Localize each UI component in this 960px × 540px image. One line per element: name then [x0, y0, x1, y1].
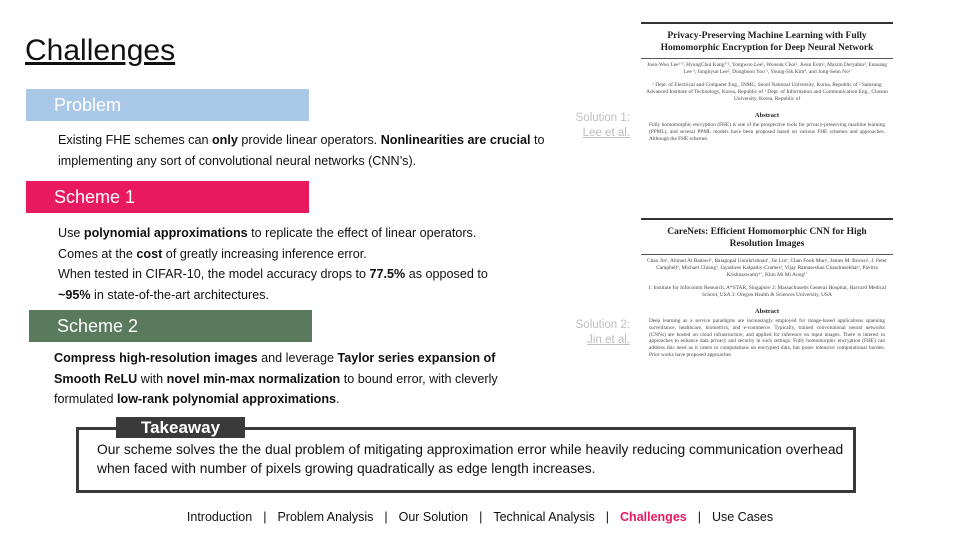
nav-separator: | — [263, 510, 267, 524]
nav-separator: | — [479, 510, 483, 524]
nav-separator: | — [384, 510, 388, 524]
bottom-navigation — [0, 510, 960, 524]
solution-1-link[interactable]: Lee et al. — [582, 127, 630, 139]
problem-text: Existing FHE schemes can only provide linear operators. Nonlinearities are crucial to implementing any sort of convolutional neural networks (CNN’s). — [58, 133, 545, 168]
paper-1-abstract: Fully homomorphic encryption (FHE) is one of the prospective tools for privacy-preserving machine learning (PPML), and several PPML models have been proposed based on various FHE schemes and approaches. Although the FHE schemes — [649, 122, 885, 142]
paper-2-abstract: Deep learning as a service paradigms are increasingly employed for image-based applications spanning surveillance, healthcare, biometrics, and e-commerce. Typically, trained convolutional neural networks (CNNs) are hosted on cloud infrastructure, and applied for inference on input images. There is interest in approaches to enhance data privacy and security in such settings. Fully homomorphic encryption (FHE) can address this need as it caters to computations on encrypted data, but poses intensive computational burden. Prior works have proposed approaches — [649, 318, 885, 358]
paper-lee-screenshot — [641, 22, 893, 220]
paper-1-authors: Joon-Woo Lee¹ʼ², HyungChul Kang¹ʼ², Yongwoo Lee², Woosuk Choi², Jieun Eom², Maxim Deryabin², Eunsang Lee ³, Junghyun Lee², Donghoon Yoo ², Young-Sik Kim⁴, and Jong-Seon No¹ — [647, 62, 887, 75]
solution-1-caption: Solution 1: — [575, 112, 630, 124]
paper-1-title: Privacy-Preserving Machine Learning with Fully Homomorphic Encryption for Deep Neural Network — [641, 24, 893, 59]
solution-2-link[interactable]: Jin et al. — [587, 334, 630, 346]
scheme1-header: Scheme 1 — [26, 181, 309, 213]
paper-1-abstract-heading: Abstract — [754, 112, 780, 119]
scheme2-text: Compress high-resolution images and leverage Taylor series expansion of Smooth ReLU with novel min-max normalization to bound error, with cleverly formulated low-rank polynomial approximations. — [54, 351, 498, 407]
nav-technical-analysis[interactable]: Technical Analysis — [493, 510, 595, 524]
problem-header: Problem — [26, 89, 309, 121]
nav-use-cases[interactable]: Use Cases — [711, 510, 774, 524]
paper-2-title: CareNets: Efficient Homomorphic CNN for High Resolution Images — [641, 220, 893, 255]
paper-2-abstract-heading: Abstract — [754, 308, 780, 315]
nav-separator: | — [605, 510, 610, 524]
nav-our-solution[interactable]: Our Solution — [398, 510, 469, 524]
nav-problem-analysis[interactable]: Problem Analysis — [277, 510, 374, 524]
solution-2-label — [574, 318, 630, 348]
scheme2-header: Scheme 2 — [29, 310, 312, 342]
paper-1-affiliations: ¹ Dept. of Electrical and Computer Eng., INMC, Seoul National University, Korea, Republic of ² Samsung Advanced Institute of Technology, Korea, Republic of ³ Dept. of Information and Communication Eng., Chosun University, Korea, Republic of — [646, 82, 888, 102]
nav-challenges[interactable]: Challenges — [620, 510, 687, 524]
paper-2-affiliations: 1: Institute for Infocomm Research, A*STAR, Singapore 2: Massachusetts General Hospital, Harvard Medical School, USA 3: Oregon Health & Sciences University, USA — [647, 285, 887, 298]
paper-2-authors: Chao Jin¹, Ahmad Al Badawi¹, Balagopal Unnikrishnan¹, Jie Lin¹, Chan Fook Mun¹, James M. Brown², J. Peter Campbell³, Michael Chiang³, Jayashree Kalpathy-Cramer², Vijay Ramaseshan Chandrasekhar¹, Pavitra Krishnaswamy¹ʼ, Khin Mi Mi Aung¹ʼ — [647, 258, 887, 278]
nav-introduction[interactable]: Introduction — [186, 510, 253, 524]
paper-jin-screenshot — [641, 218, 893, 430]
slide-title: Challenges — [25, 34, 176, 67]
takeaway-text: Our scheme solves the the dual problem of mitigating approximation error while heavily reducing communication overhead when faced with number of pixels growing quadratically as edge length increases. — [97, 442, 844, 476]
takeaway-label: Takeaway — [116, 417, 245, 438]
solution-1-label — [574, 111, 630, 141]
nav-separator: | — [697, 510, 701, 524]
solution-2-caption: Solution 2: — [575, 319, 630, 331]
scheme1-text: Use polynomial approximations to replicate the effect of linear operators. Comes at the cost of greatly increasing inference error. When tested in CIFAR-10, the model accuracy drops to 77.5% as opposed to ~95% in state-of-the-art architectures. — [58, 226, 488, 302]
